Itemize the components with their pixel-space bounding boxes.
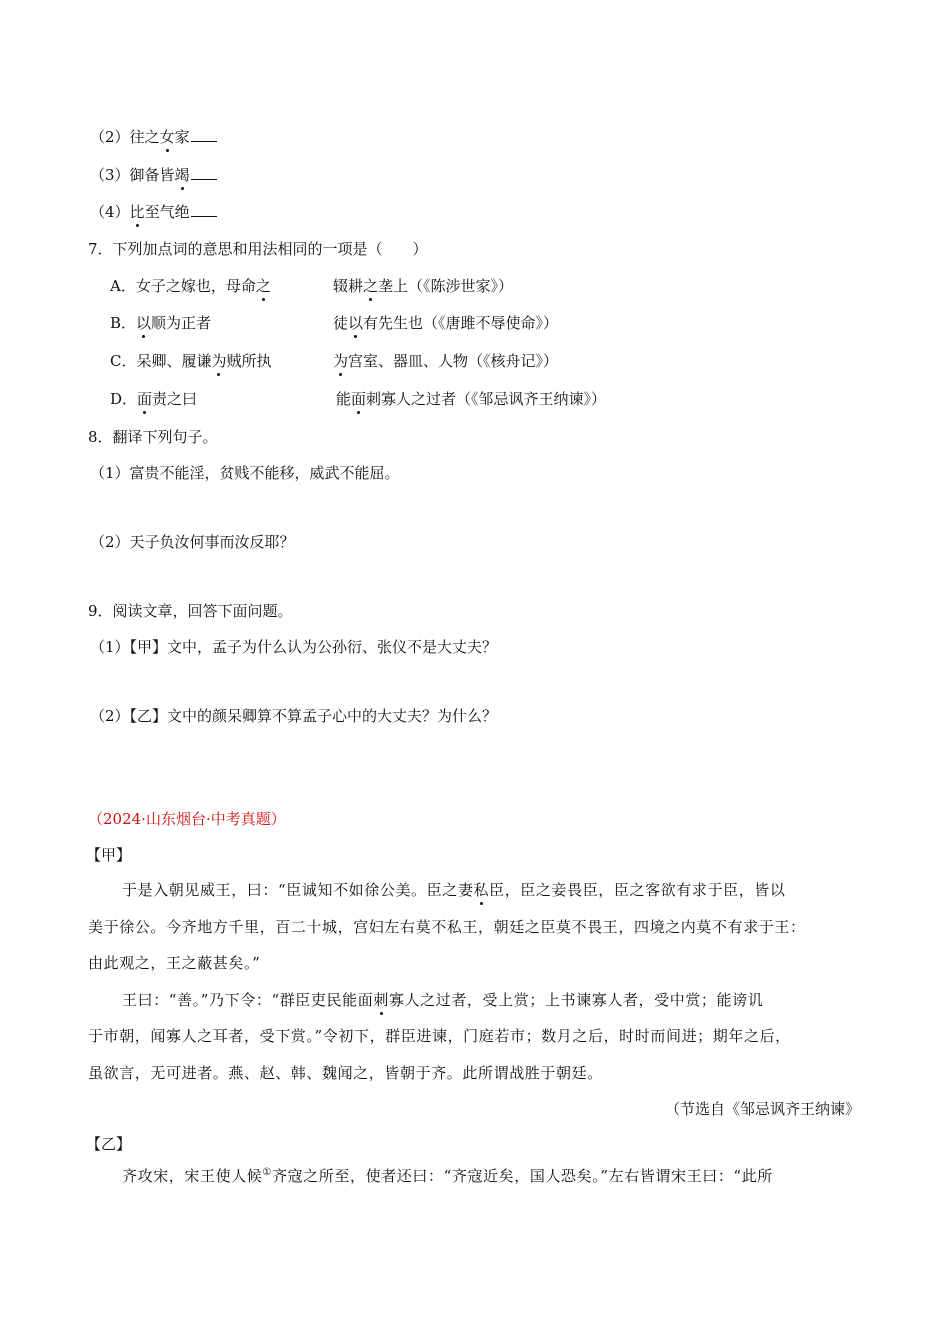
- dotted-char: 之: [255, 277, 271, 295]
- q7-option-c-right: [333, 351, 558, 371]
- dotted-char: 面: [351, 390, 367, 408]
- option-text: 徒: [333, 314, 349, 332]
- dotted-char: 为: [333, 352, 349, 370]
- dotted-char: 刺: [373, 991, 389, 1009]
- q9-sub-1: （1）【甲】文中，孟子为什么认为公孙衍、张仪不是大丈夫？: [90, 638, 498, 656]
- option-text: 能: [336, 390, 352, 408]
- option-text: D．: [110, 390, 138, 408]
- dotted-char: 女: [159, 128, 175, 146]
- q7-option-a-right: [333, 276, 513, 296]
- option-text: 刺寡人之过者（《邹忌讽齐王纳谏》）: [366, 390, 607, 408]
- q7-option-d-right: [336, 389, 606, 409]
- q6-item-2: [90, 127, 217, 147]
- q6-item-2-suffix: 家: [174, 128, 190, 146]
- q6-item-4-prefix: （4）: [90, 203, 130, 221]
- dotted-char: 以: [348, 314, 364, 332]
- answer-blank[interactable]: [191, 165, 217, 180]
- yi-line1: [122, 1166, 773, 1186]
- dotted-char: 为: [211, 352, 227, 370]
- dotted-char: 私: [473, 881, 490, 899]
- passage-yi-label: 【乙】: [86, 1135, 132, 1153]
- exam-source-tag: （2024·山东烟台·中考真题）: [88, 810, 286, 828]
- dotted-char: 之: [363, 277, 379, 295]
- option-text: 贼所执: [226, 352, 272, 370]
- q6-item-2-prefix: （2）往之: [90, 128, 160, 146]
- jia-p2-line3: 虽欲言，无可进者。燕、赵、韩、魏闻之，皆朝于齐。此所谓战胜于朝廷。: [88, 1064, 603, 1082]
- passage-text: 寡人之过者，受上赏；上书谏寡人者，受中赏；能谤讥: [388, 991, 764, 1009]
- q7-option-d-left[interactable]: [110, 389, 197, 409]
- q6-item-3: [90, 165, 217, 185]
- dotted-char: 面: [137, 390, 153, 408]
- dotted-char: 竭: [174, 166, 190, 184]
- option-text: C．呆卿、履谦: [110, 352, 212, 370]
- option-text: 垄上（《陈涉世家》）: [378, 277, 514, 295]
- option-text: 顺为正者: [151, 314, 212, 332]
- dotted-char: 以: [136, 314, 152, 332]
- q6-item-4: [90, 202, 217, 222]
- option-text: 辍耕: [333, 277, 364, 295]
- jia-p1-line1: [122, 880, 786, 900]
- passage-text: 臣，臣之妾畏臣，臣之客欲有求于臣，皆以: [489, 881, 786, 899]
- jia-p2-line2: 于市朝，闻寡人之耳者，受下赏。”令初下，群臣进谏，门庭若市；数月之后，时时而间进；期年之后，: [88, 1027, 791, 1045]
- footnote-marker: ①: [262, 1167, 272, 1178]
- jia-source-citation: （节选自《邹忌讽齐王纳谏》: [664, 1100, 860, 1118]
- option-text: 宫室、器皿、人物（《核舟记》）: [348, 352, 559, 370]
- passage-text: 王曰：“善。”乃下令：“群臣吏民能面: [122, 991, 374, 1009]
- option-text: A．女子之嫁也，母命: [110, 277, 256, 295]
- option-text: 责之曰: [152, 390, 198, 408]
- q6-item-4-suffix: 至气绝: [144, 203, 190, 221]
- answer-blank[interactable]: [191, 127, 217, 142]
- q8-stem: 8．翻译下列句子。: [88, 428, 218, 446]
- option-text: B．: [110, 314, 137, 332]
- q9-stem: 9．阅读文章，回答下面问题。: [88, 602, 293, 620]
- option-text: 有先生也（《唐雎不辱使命》）: [363, 314, 559, 332]
- q8-sentence-2: （2）天子负汝何事而汝反耶？: [90, 533, 295, 551]
- jia-p1-line2: 美于徐公。今齐地方千里，百二十城，宫妇左右莫不私王，朝廷之臣莫不畏王，四境之内莫不有求于王：: [88, 918, 806, 936]
- q7-option-b-right: [333, 313, 558, 333]
- q7-stem: 7．下列加点词的意思和用法相同的一项是（ ）: [88, 240, 428, 258]
- q8-sentence-1: （1）富贵不能淫，贫贱不能移，威武不能屈。: [90, 464, 400, 482]
- q7-option-a-left[interactable]: [110, 276, 271, 296]
- passage-jia-label: 【甲】: [86, 846, 132, 864]
- q9-sub-2: （2）【乙】文中的颜呆卿算不算孟子心中的大丈夫？为什么？: [90, 707, 498, 725]
- q7-option-b-left[interactable]: [110, 313, 211, 333]
- jia-p2-line1: [122, 990, 763, 1010]
- q6-item-3-prefix: （3）御备皆: [90, 166, 175, 184]
- answer-blank[interactable]: [191, 202, 217, 217]
- jia-p1-line3: 由此观之，王之蔽甚矣。”: [88, 954, 261, 972]
- passage-text: 齐攻宋，宋王使人候: [122, 1167, 263, 1185]
- dotted-char: 比: [129, 203, 145, 221]
- q7-option-c-left[interactable]: [110, 351, 272, 371]
- passage-text: 齐寇之所至，使者还曰：“齐寇近矣，国人恐矣。”左右皆谓宋王曰：“此所: [271, 1167, 773, 1185]
- passage-text: 于是入朝见威王，曰：“臣诚知不如徐公美。臣之妻: [122, 881, 474, 899]
